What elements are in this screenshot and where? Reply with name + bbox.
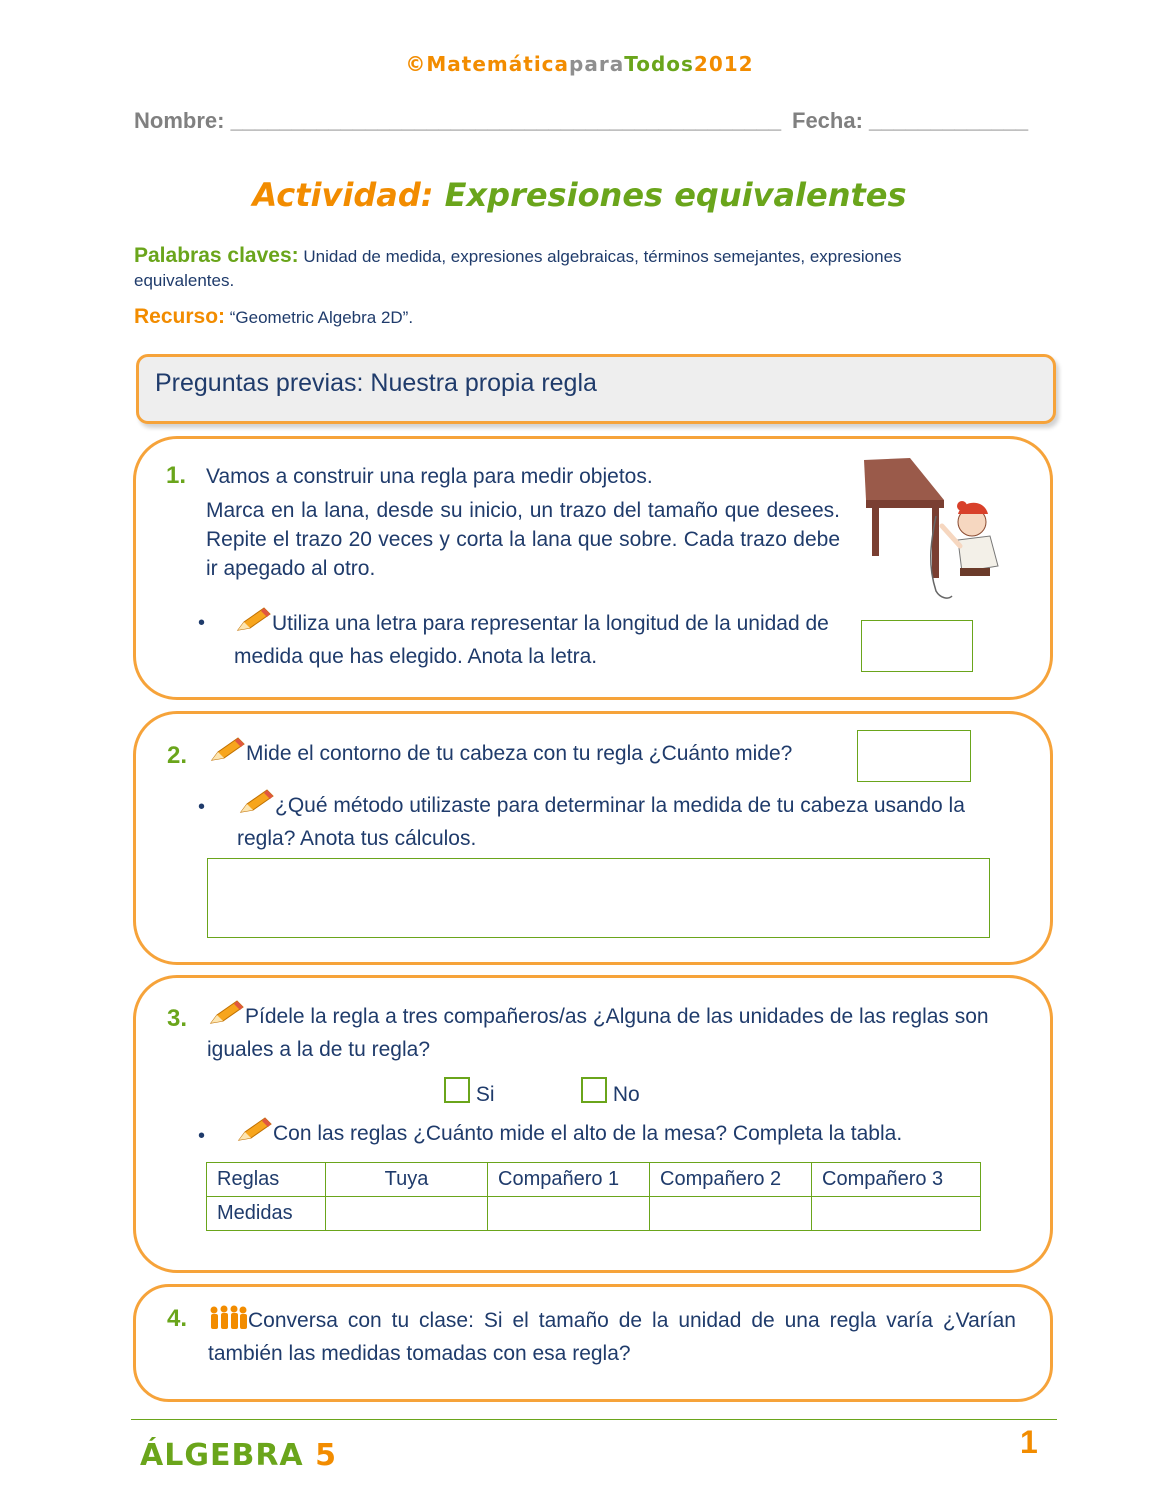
calculations-answer-box[interactable]	[207, 858, 990, 938]
resource-text: “Geometric Algebra 2D”.	[229, 308, 414, 327]
footer-book: ÁLGEBRA	[140, 1438, 316, 1473]
keywords-label: Palabras claves:	[134, 244, 299, 267]
question-1-paragraph: Marca en la lana, desde su inicio, un trazo del tamaño que desees. Repite el trazo 20 veces y corta la lana que sobre. Cada trazo debe ir apegado al otro.	[206, 499, 840, 580]
question-3-bullet-text: Con las reglas ¿Cuánto mide el alto de la mesa? Completa la tabla.	[273, 1122, 903, 1145]
girl-table-illustration	[862, 456, 1008, 606]
question-1-bullet-text: Utiliza una letra para representar la longitud de la unidad de medida que has elegido. Anota la letra.	[234, 612, 829, 668]
question-2-number: 2.	[167, 742, 188, 769]
checkbox-icon[interactable]	[444, 1077, 470, 1103]
bullet-dot: •	[198, 796, 206, 818]
footer-book-title	[140, 1438, 337, 1473]
table-header-cell: Reglas	[207, 1163, 326, 1197]
question-4-text: Conversa con tu clase: Si el tamaño de la unidad de una regla varía ¿Varían también las medidas tomadas con esa regla?	[208, 1309, 1016, 1365]
table-header-cell: Compañero 3	[812, 1163, 981, 1197]
question-4-text-wrap	[208, 1305, 1016, 1368]
brand-year: 2012	[693, 52, 754, 76]
keywords-text: Unidad de medida, expresiones algebraicas, términos semejantes, expresiones equivalentes.	[134, 247, 902, 290]
question-2-bullet-text: ¿Qué método utilizaste para determinar la medida de tu cabeza usando la regla? Anota tus cálculos.	[237, 794, 965, 850]
keywords	[134, 244, 1004, 293]
date-field[interactable]	[792, 108, 1028, 134]
date-label: Fecha:	[792, 108, 870, 133]
name-field[interactable]	[134, 108, 781, 134]
question-1-intro: Vamos a construir una regla para medir objetos.	[206, 465, 653, 488]
bullet-dot: •	[198, 1125, 206, 1147]
table-row-label: Medidas	[207, 1197, 326, 1231]
table-header-cell: Compañero 2	[650, 1163, 812, 1197]
footer-book-number: 5	[315, 1438, 337, 1473]
copyright-header	[0, 52, 1159, 76]
question-3-bullet	[235, 1116, 1015, 1152]
name-label: Nombre:	[134, 108, 231, 133]
table-header-cell: Tuya	[326, 1163, 488, 1197]
option-no-label: No	[612, 1083, 640, 1106]
head-measure-answer-box[interactable]	[857, 730, 971, 782]
resource	[134, 305, 413, 329]
bullet-dot: •	[198, 612, 206, 634]
section-header-label: Preguntas previas: Nuestra propia regla	[155, 369, 597, 397]
question-2-intro	[208, 736, 848, 772]
table-row	[207, 1197, 981, 1231]
page-number: 1	[1020, 1424, 1038, 1460]
question-2-text: Mide el contorno de tu cabeza con tu regla ¿Cuánto mide?	[246, 742, 793, 765]
table-input-cell[interactable]	[326, 1197, 488, 1231]
measurements-table	[206, 1162, 981, 1231]
page-title	[0, 176, 1159, 214]
pencil-icon	[237, 788, 275, 824]
option-yes[interactable]	[444, 1077, 495, 1109]
question-1-number: 1.	[166, 462, 187, 489]
table-header-cell: Compañero 1	[488, 1163, 650, 1197]
brand-part3: Todos	[624, 52, 694, 76]
copyright-symbol: ©	[405, 52, 427, 76]
table-input-cell[interactable]	[812, 1197, 981, 1231]
section-header	[136, 354, 1056, 424]
question-4-number: 4.	[167, 1305, 188, 1332]
question-3-text: Pídele la regla a tres compañeros/as ¿Alguna de las unidades de las reglas son iguales a la de tu regla?	[207, 1005, 989, 1061]
brand-part2: para	[569, 52, 625, 76]
table-input-cell[interactable]	[650, 1197, 812, 1231]
date-line: _____________	[869, 108, 1029, 133]
option-yes-label: Si	[475, 1083, 495, 1106]
resource-label: Recurso:	[134, 305, 226, 328]
footer-divider	[131, 1419, 1057, 1420]
question-1-bullet	[234, 606, 846, 671]
question-3-intro	[207, 999, 1019, 1064]
title-topic: Expresiones equivalentes	[444, 176, 907, 214]
letter-answer-box[interactable]	[861, 620, 973, 672]
pencil-icon	[234, 606, 272, 642]
checkbox-icon[interactable]	[581, 1077, 607, 1103]
brand-part1: Matemática	[426, 52, 570, 76]
people-icon	[208, 1305, 248, 1339]
pencil-icon	[207, 999, 245, 1035]
title-activity: Actividad:	[252, 176, 445, 214]
name-line: _____________________________________________	[230, 108, 782, 133]
pencil-icon	[235, 1116, 273, 1152]
table-input-cell[interactable]	[488, 1197, 650, 1231]
pencil-icon	[208, 736, 246, 772]
option-no[interactable]	[581, 1077, 640, 1109]
question-3-number: 3.	[167, 1005, 188, 1032]
question-2-bullet	[237, 788, 1017, 853]
table-header-row	[207, 1163, 981, 1197]
